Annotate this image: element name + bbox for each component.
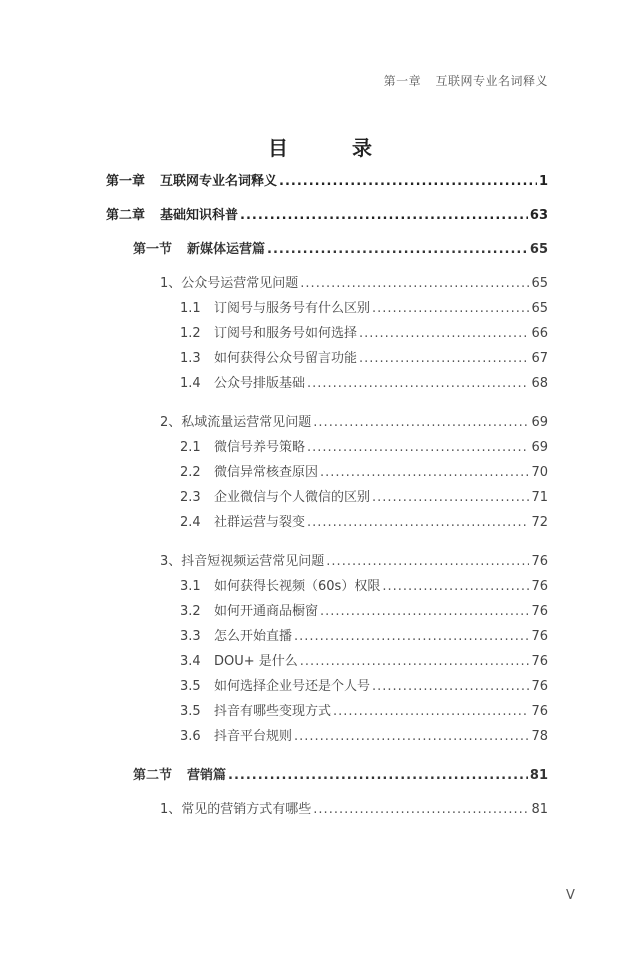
- entry-page: 81: [529, 768, 548, 783]
- entry-label: 如何选择企业号还是个人号: [214, 679, 371, 694]
- toc-entry-item[interactable]: [180, 650, 548, 669]
- dot-leader: [294, 629, 529, 644]
- entry-label: 常见的营销方式有哪些: [181, 802, 312, 817]
- entry-number: 1.3: [180, 351, 201, 366]
- entry-number: 2.2: [180, 465, 201, 480]
- entry-page: 63: [529, 208, 548, 223]
- entry-page: 76: [531, 679, 548, 694]
- entry-number: 2.3: [180, 490, 201, 505]
- dot-leader: [372, 679, 529, 694]
- entry-page: 1: [538, 174, 548, 189]
- entry-page: 65: [531, 301, 548, 316]
- dot-leader: [279, 174, 537, 189]
- toc-entry-item[interactable]: [180, 486, 548, 505]
- entry-number: 3.1: [180, 579, 201, 594]
- entry-number: 2.4: [180, 515, 201, 530]
- dot-leader: [313, 802, 529, 817]
- entry-number: 1、: [160, 276, 182, 291]
- dot-leader: [307, 376, 529, 391]
- entry-label: 社群运营与裂变: [214, 515, 306, 530]
- dot-leader: [320, 604, 529, 619]
- entry-page: 76: [531, 629, 548, 644]
- toc-entry-chapter-2[interactable]: [106, 204, 548, 223]
- toc-entry-item[interactable]: [180, 511, 548, 530]
- entry-number: 2、: [160, 415, 182, 430]
- entry-label: 公众号运营常见问题: [181, 276, 299, 291]
- entry-label: 怎么开始直播: [214, 629, 293, 644]
- entry-number: 3.4: [180, 654, 201, 669]
- entry-label: 抖音有哪些变现方式: [214, 704, 332, 719]
- toc-entry-subsection[interactable]: [160, 550, 548, 569]
- toc-entry-section-2[interactable]: [133, 764, 548, 783]
- entry-page: 78: [531, 729, 548, 744]
- dot-leader: [300, 276, 529, 291]
- running-header: [384, 72, 548, 89]
- entry-label: 抖音短视频运营常见问题: [181, 554, 325, 569]
- entry-number: 3.5: [180, 679, 201, 694]
- dot-leader: [267, 242, 528, 257]
- toc-entry-item[interactable]: [180, 575, 548, 594]
- entry-label: DOU+ 是什么: [214, 654, 298, 669]
- dot-leader: [228, 768, 528, 783]
- toc-entry-item[interactable]: [180, 436, 548, 455]
- entry-label: 新媒体运营篇: [187, 242, 266, 257]
- toc-title: 目 录: [268, 136, 394, 160]
- entry-number: 2.1: [180, 440, 201, 455]
- toc-entry-item[interactable]: [180, 700, 548, 719]
- dot-leader: [307, 440, 529, 455]
- entry-number: 3.2: [180, 604, 201, 619]
- toc-entry-subsection[interactable]: [160, 798, 548, 817]
- entry-label: 基础知识科普: [160, 208, 239, 223]
- toc-entry-subsection[interactable]: [160, 272, 548, 291]
- entry-page: 76: [531, 654, 548, 669]
- entry-page: 72: [531, 515, 548, 530]
- entry-number: 3.3: [180, 629, 201, 644]
- entry-label: 订阅号与服务号有什么区别: [214, 301, 371, 316]
- entry-label: 互联网专业名词释义: [160, 174, 278, 189]
- entry-label: 企业微信与个人微信的区别: [214, 490, 371, 505]
- entry-number: 第一节: [133, 242, 173, 257]
- entry-label: 营销篇: [187, 768, 227, 783]
- dot-leader: [359, 351, 529, 366]
- entry-page: 71: [531, 490, 548, 505]
- toc-entry-chapter-1[interactable]: [106, 170, 548, 189]
- entry-label: 公众号排版基础: [214, 376, 306, 391]
- toc-entry-item[interactable]: [180, 625, 548, 644]
- toc-entry-item[interactable]: [180, 725, 548, 744]
- toc-entry-item[interactable]: [180, 372, 548, 391]
- dot-leader: [320, 465, 529, 480]
- entry-number: 3.6: [180, 729, 201, 744]
- toc-entry-subsection[interactable]: [160, 411, 548, 430]
- entry-page: 66: [531, 326, 548, 341]
- entry-number: 第二节: [133, 768, 173, 783]
- entry-label: 如何开通商品橱窗: [214, 604, 319, 619]
- dot-leader: [307, 515, 529, 530]
- entry-label: 微信号养号策略: [214, 440, 306, 455]
- dot-leader: [294, 729, 529, 744]
- dot-leader: [326, 554, 529, 569]
- entry-label: 订阅号和服务号如何选择: [214, 326, 358, 341]
- entry-number: 第二章: [106, 208, 146, 223]
- dot-leader: [300, 654, 530, 669]
- running-header-title: 互联网专业名词释义: [435, 74, 548, 88]
- entry-page: 70: [531, 465, 548, 480]
- entry-page: 65: [529, 242, 548, 257]
- entry-page: 76: [531, 579, 548, 594]
- toc-entry-item[interactable]: [180, 322, 548, 341]
- toc-entry-item[interactable]: [180, 461, 548, 480]
- dot-leader: [372, 301, 529, 316]
- dot-leader: [313, 415, 529, 430]
- dot-leader: [240, 208, 528, 223]
- entry-number: 3.5: [180, 704, 201, 719]
- running-header-chapter: 第一章: [383, 74, 422, 88]
- entry-number: 3、: [160, 554, 182, 569]
- entry-page: 65: [531, 276, 548, 291]
- entry-page: 69: [531, 440, 548, 455]
- entry-page: 76: [531, 704, 548, 719]
- entry-label: 微信异常核查原因: [214, 465, 319, 480]
- toc-entry-item[interactable]: [180, 347, 548, 366]
- toc-entry-item[interactable]: [180, 297, 548, 316]
- entry-label: 私域流量运营常见问题: [181, 415, 312, 430]
- entry-number: 1、: [160, 802, 182, 817]
- dot-leader: [382, 579, 529, 594]
- entry-label: 如何获得公众号留言功能: [214, 351, 358, 366]
- dot-leader: [372, 490, 529, 505]
- toc-entry-item[interactable]: [180, 600, 548, 619]
- dot-leader: [333, 704, 529, 719]
- entry-number: 1.4: [180, 376, 201, 391]
- entry-number: 1.2: [180, 326, 201, 341]
- entry-number: 1.1: [180, 301, 201, 316]
- toc-entry-item[interactable]: [180, 675, 548, 694]
- entry-page: 68: [531, 376, 548, 391]
- dot-leader: [359, 326, 529, 341]
- page-number: V: [566, 888, 575, 903]
- entry-label: 如何获得长视频（60s）权限: [214, 579, 381, 594]
- entry-label: 抖音平台规则: [214, 729, 293, 744]
- toc-entry-section-1[interactable]: [133, 238, 548, 257]
- entry-page: 67: [531, 351, 548, 366]
- entry-number: 第一章: [106, 174, 146, 189]
- entry-page: 76: [531, 604, 548, 619]
- entry-page: 69: [531, 415, 548, 430]
- entry-page: 76: [531, 554, 548, 569]
- entry-page: 81: [531, 802, 548, 817]
